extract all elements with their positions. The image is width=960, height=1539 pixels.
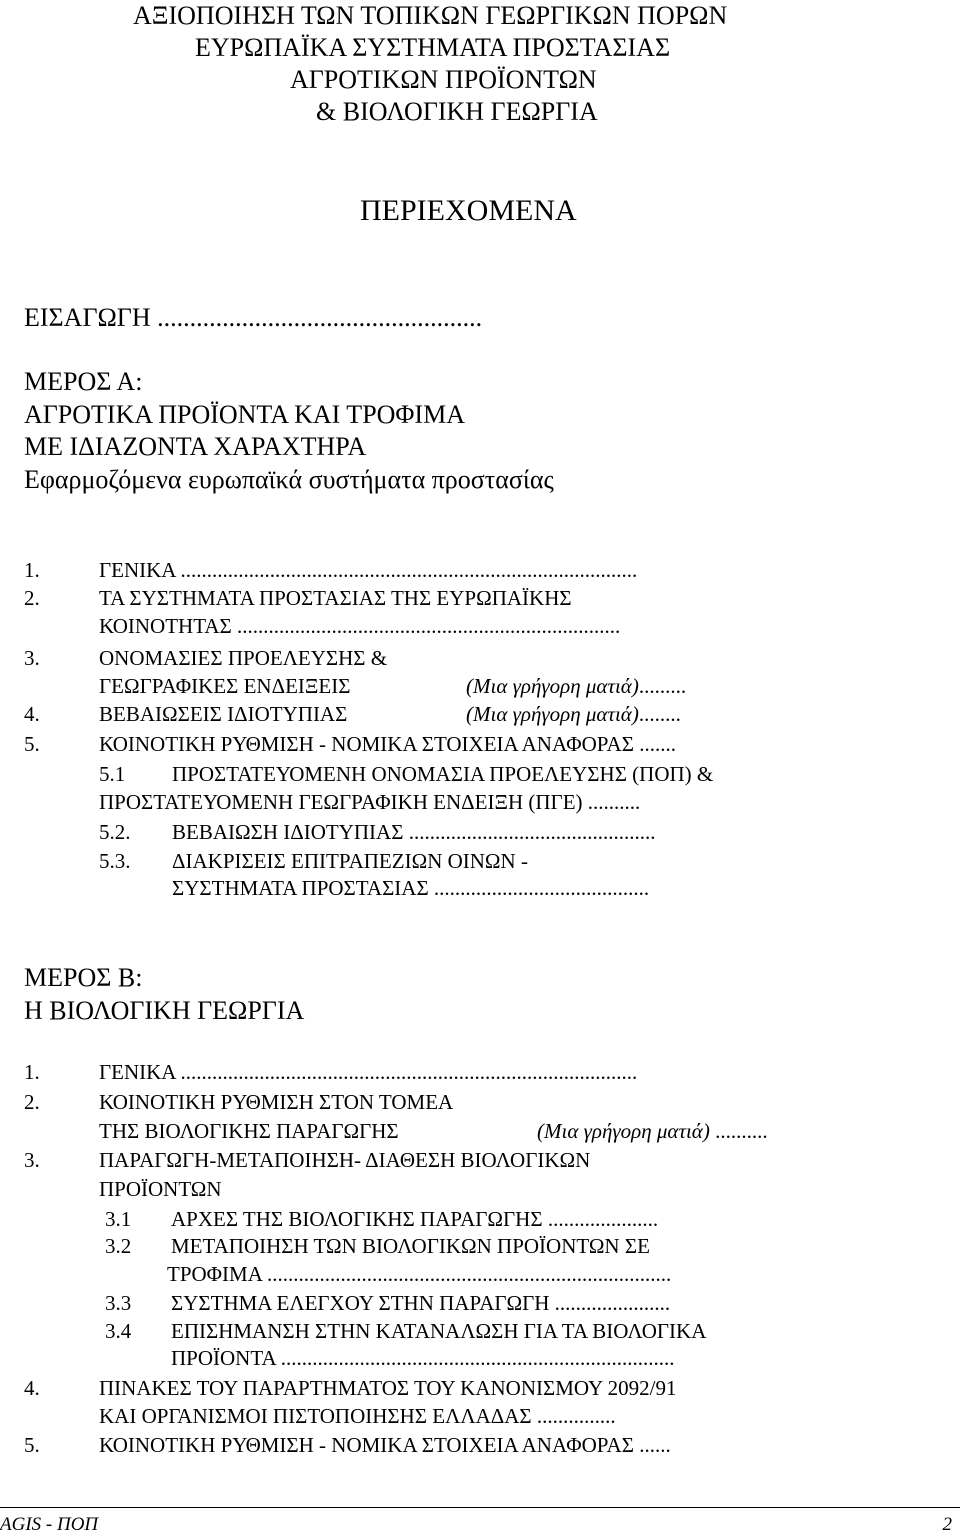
toc-entry-text: ΠΡΟΪΟΝΤΩΝ [99,1177,222,1201]
title-line-4: & ΒΙΟΛΟΓΙΚΗ ΓΕΩΡΓΙΑ [316,97,598,126]
toc-subentry-text: ΠΡΟΣΤΑΤΕΥΟΜΕΝΗ ΓΕΩΓΡΑΦΙΚΗ ΕΝΔΕΙΞΗ (ΠΓΕ) .......... [99,790,641,814]
part-a-title-2: ΜΕ ΙΔΙΑΖΟΝΤΑ ΧΑΡΑΧΤΗΡΑ [24,432,367,461]
toc-entry-paren: (Μια γρήγορη ματιά) [537,1119,710,1143]
toc-entry-text: ΓΕΝΙΚΑ ....................................................................................... [99,1060,638,1084]
toc-entry-text: ΟΝΟΜΑΣΙΕΣ ΠΡΟΕΛΕΥΣΗΣ & [99,646,388,670]
part-a-subtitle: Εφαρμοζόμενα ευρωπαϊκά συστήματα προστασίας [24,465,554,494]
toc-entry-note [537,1117,768,1145]
toc-entry-dots: ........ [638,702,681,726]
toc-entry-num: 3. [24,646,40,670]
toc-entry-num: 2. [24,1090,40,1114]
toc-entry-paren: (Μια γρήγορη ματιά) [466,702,639,726]
toc-entry-note [466,700,681,728]
page-number: 2 [942,1514,952,1535]
toc-entry-text: ΠΑΡΑΓΩΓΗ-ΜΕΤΑΠΟΙΗΣΗ- ΔΙΑΘΕΣΗ ΒΙΟΛΟΓΙΚΩΝ [99,1148,591,1172]
footer-left-text: AGIS - ΠΟΠ [0,1514,99,1535]
part-a-title-1: ΑΓΡΟΤΙΚΑ ΠΡΟΪΟΝΤΑ ΚΑΙ ΤΡΟΦΙΜΑ [24,400,465,429]
toc-entry-num: 5. [24,732,40,756]
toc-entry-num: 1. [24,1060,40,1084]
toc-entry-text: ΓΕΩΓΡΑΦΙΚΕΣ ΕΝΔΕΙΞΕΙΣ [99,674,351,698]
toc-entry-num: 5. [24,1433,40,1457]
toc-subentry-num: 3.3 [105,1291,132,1315]
toc-entry-text: ΚΟΙΝΟΤΗΤΑΣ ......................................................................... [99,614,621,638]
toc-subentry-text: ΔΙΑΚΡΙΣΕΙΣ ΕΠΙΤΡΑΠΕΖΙΩΝ ΟΙΝΩΝ - [172,849,528,873]
toc-subentry-text: ΠΡΟΪΟΝΤΑ ........................................................................... [171,1346,675,1370]
toc-entry-text: ΚΟΙΝΟΤΙΚΗ ΡΥΘΜΙΣΗ - ΝΟΜΙΚΑ ΣΤΟΙΧΕΙΑ ΑΝΑΦΟΡΑΣ ...... [99,1433,671,1457]
title-line-1: ΑΞΙΟΠΟΙΗΣΗ ΤΩΝ ΤΟΠΙΚΩΝ ΓΕΩΡΓΙΚΩΝ ΠΟΡΩΝ [133,1,728,30]
toc-subentry-num: 3.1 [105,1207,132,1231]
toc-subentry-text: ΣΥΣΤΗΜΑ ΕΛΕΓΧΟΥ ΣΤΗΝ ΠΑΡΑΓΩΓΗ ...................... [171,1291,671,1315]
toc-entry-text: ΚΑΙ ΟΡΓΑΝΙΣΜΟΙ ΠΙΣΤΟΠΟΙΗΣΗΣ ΕΛΛΑΔΑΣ ............... [99,1404,616,1428]
toc-subentry-num: 5.3. [99,849,131,873]
toc-subentry-text: ΣΥΣΤΗΜΑΤΑ ΠΡΟΣΤΑΣΙΑΣ ......................................... [172,876,650,900]
toc-subentry-num: 3.4 [105,1319,132,1343]
toc-entry-text: ΚΟΙΝΟΤΙΚΗ ΡΥΘΜΙΣΗ ΣΤΟΝ ΤΟΜΕΑ [99,1090,454,1114]
toc-entry-dots: ......... [638,674,687,698]
part-a-label: ΜΕΡΟΣ Α: [24,367,143,396]
toc-entry-text: ΚΟΙΝΟΤΙΚΗ ΡΥΘΜΙΣΗ - ΝΟΜΙΚΑ ΣΤΟΙΧΕΙΑ ΑΝΑΦΟΡΑΣ ....... [99,732,676,756]
toc-entry-paren: (Μια γρήγορη ματιά) [466,674,639,698]
toc-entry-num: 1. [24,558,40,582]
toc-entry-text: ΠΙΝΑΚΕΣ ΤΟΥ ΠΑΡΑΡΤΗΜΑΤΟΣ ΤΟΥ ΚΑΝΟΝΙΣΜΟΥ 2092/91 [99,1376,677,1400]
toc-entry-text: ΓΕΝΙΚΑ ....................................................................................... [99,558,638,582]
toc-subentry-num: 3.2 [105,1234,132,1258]
toc-entry-text: ΒΕΒΑΙΩΣΕΙΣ ΙΔΙΟΤΥΠΙΑΣ [99,702,348,726]
part-b-label: ΜΕΡΟΣ Β: [24,963,143,992]
toc-subentry-text: ΜΕΤΑΠΟΙΗΣΗ ΤΩΝ ΒΙΟΛΟΓΙΚΩΝ ΠΡΟΪΟΝΤΩΝ ΣΕ [171,1234,650,1258]
toc-subentry-text: ΤΡΟΦΙΜΑ ............................................................................. [167,1262,672,1286]
toc-entry-num: 2. [24,586,40,610]
toc-entry-note [466,672,686,700]
toc-subentry-num: 5.1 [99,762,126,786]
footer-divider [0,1507,960,1508]
toc-entry-num: 4. [24,1376,40,1400]
title-line-3: ΑΓΡΟΤΙΚΩΝ ΠΡΟΪΟΝΤΩΝ [290,65,597,94]
toc-entry-text: ΤΑ ΣΥΣΤΗΜΑΤΑ ΠΡΟΣΤΑΣΙΑΣ ΤΗΣ ΕΥΡΩΠΑΪΚΗΣ [99,586,572,610]
toc-subentry-text: ΠΡΟΣΤΑΤΕΥΟΜΕΝΗ ΟΝΟΜΑΣΙΑ ΠΡΟΕΛΕΥΣΗΣ (ΠΟΠ) & [172,762,714,786]
toc-subentry-text: ΕΠΙΣΗΜΑΝΣΗ ΣΤΗΝ ΚΑΤΑΝΑΛΩΣΗ ΓΙΑ ΤΑ ΒΙΟΛΟΓΙΚΑ [171,1319,707,1343]
toc-entry-num: 4. [24,702,40,726]
toc-entry-text: ΤΗΣ ΒΙΟΛΟΓΙΚΗΣ ΠΑΡΑΓΩΓΗΣ [99,1119,399,1143]
toc-heading: ΠΕΡΙΕΧΟΜΕΝΑ [360,194,577,227]
toc-subentry-num: 5.2. [99,820,131,844]
toc-intro-entry: ΕΙΣΑΓΩΓΗ .................................................. [24,303,483,332]
title-line-2: ΕΥΡΩΠΑΪΚΑ ΣΥΣΤΗΜΑΤΑ ΠΡΟΣΤΑΣΙΑΣ [195,33,671,62]
toc-entry-dots: .......... [709,1119,768,1143]
toc-subentry-text: ΑΡΧΕΣ ΤΗΣ ΒΙΟΛΟΓΙΚΗΣ ΠΑΡΑΓΩΓΗΣ ..................... [171,1207,659,1231]
part-b-title: Η ΒΙΟΛΟΓΙΚΗ ΓΕΩΡΓΙΑ [24,996,305,1025]
toc-subentry-text: ΒΕΒΑΙΩΣΗ ΙΔΙΟΤΥΠΙΑΣ ............................................... [172,820,656,844]
toc-entry-num: 3. [24,1148,40,1172]
